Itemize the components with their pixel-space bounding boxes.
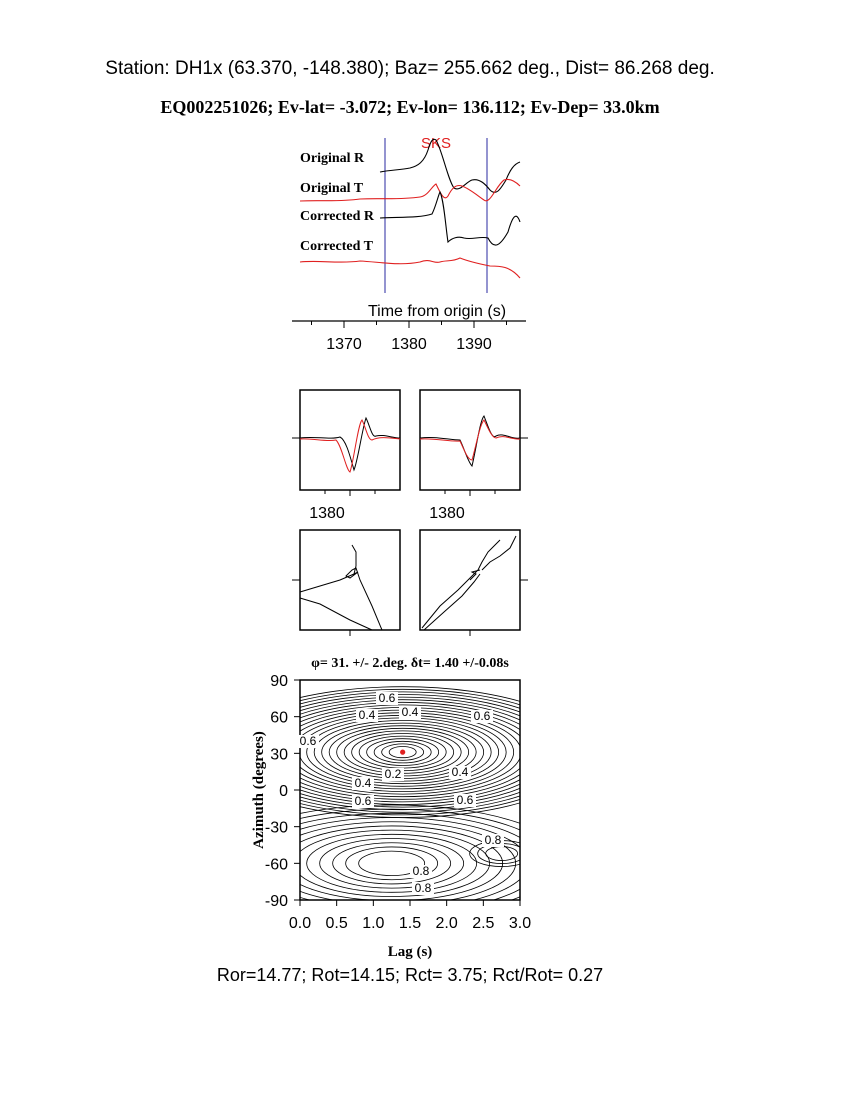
contour-level-label: 0.2 [384,767,402,781]
overlay-before-tick-label: 1380 [309,505,345,522]
overlay-after-frame [420,390,520,490]
contour-level-label: 0.4 [358,708,376,722]
time-tick-label: 1370 [326,336,362,353]
contour-level-label: 0.8 [414,881,432,895]
overlay-before-red [300,420,400,472]
azimuth-tick-label: 90 [270,673,288,690]
time-tick-label: 1380 [391,336,427,353]
trace-label-original-t: Original T [300,181,364,196]
azimuth-tick-label: -60 [264,856,288,874]
event-info: EQ002251026; Ev-lat= -3.072; Ev-lon= 136.112; Ev-Dep= 33.0km [160,97,660,117]
phase-label: SKS [420,135,452,152]
lag-tick-label: 0.0 [288,915,312,932]
lag-axis-label: Lag (s) [387,944,433,960]
contour-level-label: 0.4 [451,765,469,779]
splitting-result-title: φ= 31. +/- 2.deg. δt= 1.40 +/-0.08s [311,656,509,671]
contour-level-label: 0.6 [473,709,491,723]
lag-tick-label: 0.5 [325,915,348,932]
trace-label-corrected-t: Corrected T [300,239,373,254]
lag-tick-label: 3.0 [508,915,532,932]
particle-motion-before [292,530,400,636]
contour-level-label: 0.4 [401,705,419,719]
azimuth-tick-label: 30 [270,746,288,764]
particle-after-path [422,536,516,630]
trace-label-corrected-r: Corrected R [300,209,374,224]
azimuth-tick-label: 0 [279,783,288,800]
lag-tick-label: 1.5 [398,915,422,932]
contour-ring [333,843,451,884]
best-fit-marker [400,750,405,755]
overlay-before-black [300,418,400,470]
energy-ratios: Ror=14.77; Rot=14.15; Rct= 3.75; Rct/Rot= 0.27 [216,965,604,985]
error-surface-panel [216,656,589,960]
trace-label-original-r: Original R [300,151,365,166]
corrected-r-trace [380,192,520,245]
contour-level-label: 0.6 [354,794,372,808]
contour-level-label: 0.4 [354,776,372,790]
time-axis-label: Time from origin (s) [367,303,507,320]
seismogram-panel [292,135,526,353]
contour-level-label: 0.8 [412,864,430,878]
particle-before-frame [300,530,400,630]
azimuth-tick-label: 60 [270,709,288,727]
overlay-after-tick-label: 1380 [429,505,465,522]
azimuth-tick-label: -90 [264,893,288,910]
contour-level-label: 0.6 [378,691,396,705]
overlay-after-red [420,420,520,460]
lag-tick-label: 2.0 [435,915,458,932]
contour-level-label: 0.6 [299,734,317,748]
contour-level-label: 0.8 [484,833,502,847]
particle-motion-after [420,530,528,636]
contour-ring [281,826,503,901]
time-tick-label: 1390 [456,336,492,353]
azimuth-tick-label: -30 [264,819,288,837]
particle-before-path [300,545,382,630]
contour-ring [294,830,490,896]
contour-ring [320,839,464,889]
contour-level-label: 0.6 [456,793,474,807]
waveform-overlay-before [292,390,400,522]
station-info: Station: DH1x (63.370, -148.380); Baz= 255.662 deg., Dist= 86.268 deg. [105,58,715,79]
azimuth-axis-label: Azimuth (degrees) [251,731,267,849]
lag-tick-label: 2.5 [472,915,495,932]
lag-tick-label: 1.0 [362,915,385,932]
waveform-overlay-after [420,390,528,522]
